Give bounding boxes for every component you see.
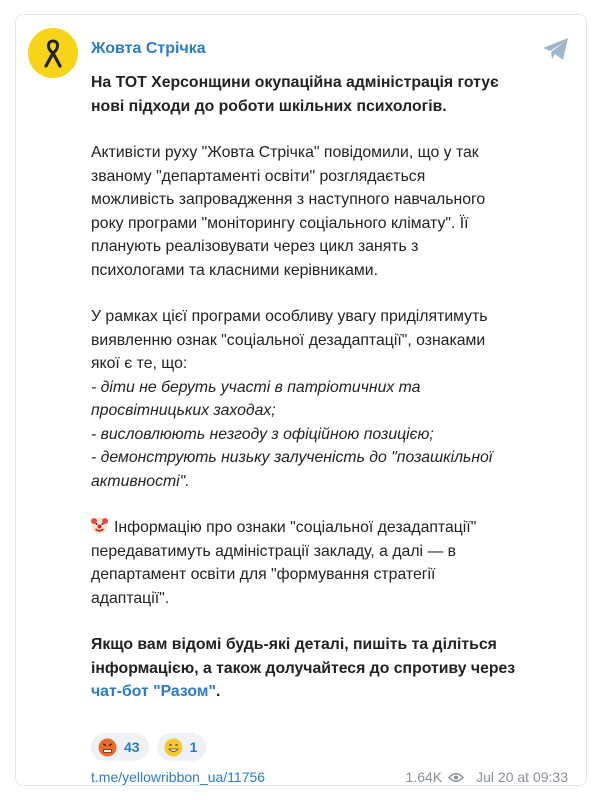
clown-face-icon	[91, 517, 108, 534]
list-item: - висловлюють незгоду з офіційною позицією;	[91, 425, 434, 443]
post-card	[15, 14, 587, 786]
paragraph-line: можливість запровадження з наступного навчального	[91, 191, 486, 208]
eye-icon	[448, 772, 464, 783]
paragraph-line: званому "департаменті освіти" розглядається	[91, 167, 426, 185]
post-meta	[406, 769, 568, 785]
paragraph-line: якої є те, що:	[91, 355, 188, 372]
paragraph-line: планують реалізовувати через цикл занять з	[91, 238, 419, 255]
paragraph-line: Якщо вам відомі будь-які деталі, пишіть та діліться	[91, 636, 497, 653]
paragraph-line: виявленню ознак "соціальної дезадаптації", ознаками	[91, 331, 486, 349]
channel-avatar[interactable]	[28, 28, 78, 78]
reaction-angry[interactable]	[91, 733, 149, 761]
yellow-ribbon-icon	[41, 37, 65, 69]
post-title-line: нові підходи до роботи шкільних психологів.	[91, 97, 447, 115]
paragraph-line: Інформацію про ознаки "соціальної дезадаптації"	[91, 516, 571, 540]
channel-name[interactable]: Жовта Стрічка	[91, 40, 206, 57]
post-text	[91, 71, 571, 704]
reaction-grin[interactable]	[157, 733, 207, 761]
grinning-face-icon	[164, 738, 183, 757]
paragraph-line: департамент освіти для "формування стратегії	[91, 566, 436, 583]
list-item: активності".	[91, 472, 190, 490]
reactions	[91, 733, 206, 761]
paragraph-line: інформацією, а також долучайтеся до спротиву через	[91, 659, 516, 677]
post-link[interactable]: t.me/yellowribbon_ua/11756	[91, 769, 266, 785]
list-item: просвітницьких заходах;	[91, 402, 276, 419]
paragraph-line: року програми "моніторингу соціального клімату". Її	[91, 214, 469, 232]
reaction-count: 1	[189, 739, 198, 755]
post-date: Jul 20 at 09:33	[476, 769, 568, 785]
view-count: 1.64K	[405, 769, 443, 785]
paragraph-line: чат-бот "Разом".	[91, 683, 221, 700]
list-item: - діти не беруть участі в патріотичних та	[91, 378, 421, 396]
paragraph-line: Активісти руху "Жовта Стрічка" повідомили, що у так	[91, 144, 479, 161]
paragraph-line: адаптації".	[91, 589, 170, 607]
telegram-icon[interactable]	[542, 37, 570, 61]
bot-link[interactable]: чат-бот "Разом"	[91, 683, 216, 700]
post-title-line: На ТОТ Херсонщини окупаційна адміністрація готує	[91, 74, 499, 91]
paragraph-line: У рамках цієї програми особливу увагу приділятимуть	[91, 308, 488, 325]
list-item: - демонструють низьку залученість до "позашкільної	[91, 449, 493, 466]
paragraph-line: психологами та класними керівниками.	[91, 261, 378, 279]
angry-face-icon	[98, 738, 117, 757]
reaction-count: 43	[124, 739, 140, 755]
paragraph-line: передаватимуть адміністрації закладу, а далі — в	[91, 542, 457, 560]
